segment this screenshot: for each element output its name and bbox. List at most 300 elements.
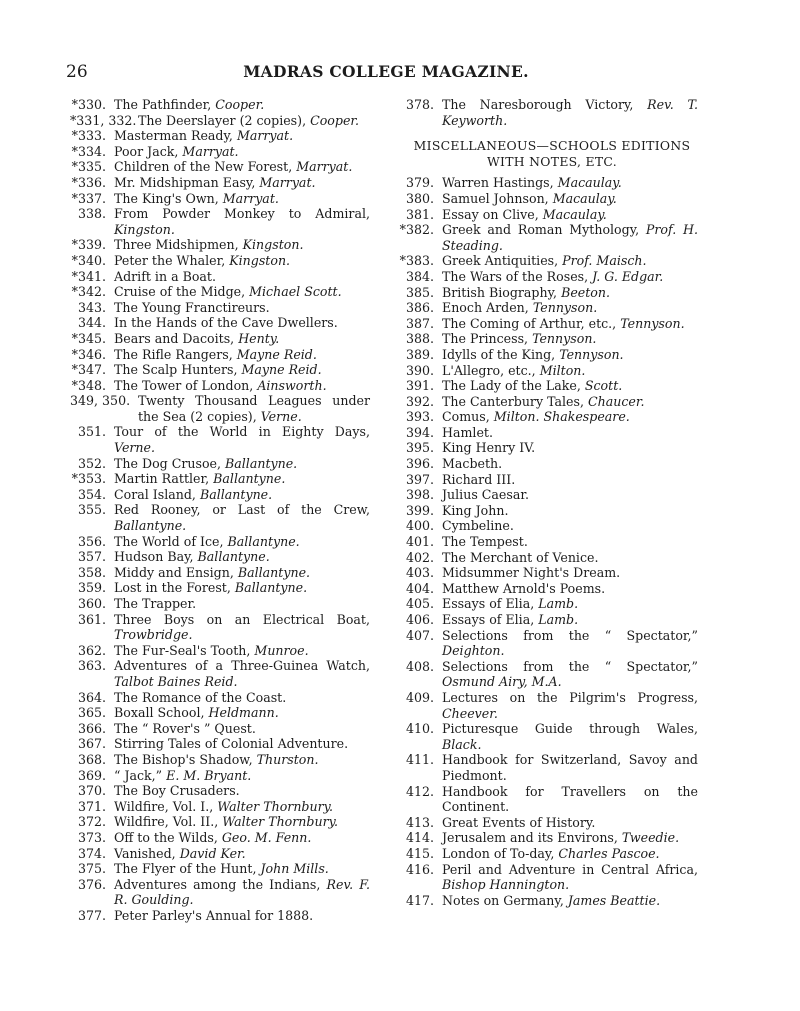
list-item: [398, 612, 698, 628]
item-number: 413.: [405, 814, 434, 830]
item-author: Tennyson.: [532, 331, 597, 347]
list-item: [398, 565, 698, 581]
item-number: 372.: [77, 814, 106, 830]
item-text: [440, 409, 698, 425]
list-item: [70, 144, 370, 160]
item-title: Masterman Ready,: [114, 128, 233, 144]
item-number: 408.: [405, 658, 434, 674]
list-item: [70, 487, 370, 503]
list-item: [398, 815, 698, 831]
item-text: [112, 128, 370, 144]
item-number: 370.: [77, 783, 106, 799]
item-author: Verne.: [114, 440, 155, 456]
item-text: [136, 113, 370, 129]
item-number: 402.: [405, 549, 434, 565]
item-text: [112, 736, 370, 752]
item-author: Scott.: [584, 378, 623, 394]
item-title: Off to the Wilds,: [114, 829, 218, 845]
item-title: Midsummer Night's Dream.: [442, 565, 621, 581]
item-number: 387.: [405, 315, 434, 331]
item-title: King Henry IV.: [442, 440, 536, 456]
item-author: Ballantyne.: [114, 518, 187, 534]
list-item: [70, 175, 370, 191]
item-number: 397.: [405, 471, 434, 487]
item-text: [112, 752, 370, 768]
item-number: 403.: [405, 565, 434, 581]
item-number: 356.: [77, 533, 106, 549]
item-text: [440, 425, 698, 441]
item-author: Macaulay.: [557, 175, 622, 191]
item-title: Mr. Midshipman Easy,: [114, 174, 256, 190]
item-author: Ballantyne.: [197, 549, 270, 565]
item-title: The Scalp Hunters,: [114, 362, 238, 378]
item-number: 404.: [405, 580, 434, 596]
list-item: [398, 347, 698, 363]
list-item: [398, 331, 698, 347]
item-author: Charles Pascoe.: [558, 845, 660, 861]
item-number: 364.: [77, 689, 106, 705]
item-title: The Tower of London,: [114, 377, 254, 393]
item-number: *335.: [71, 159, 106, 175]
list-item: [398, 721, 698, 752]
item-number: 390.: [405, 362, 434, 378]
list-item: [70, 206, 370, 237]
list-item: [70, 658, 370, 689]
item-text: [440, 830, 698, 846]
item-number: 411.: [405, 752, 434, 768]
list-item: [398, 472, 698, 488]
item-author: Marryat.: [296, 159, 353, 175]
item-title: Picturesque Guide through Wales,: [442, 721, 698, 737]
item-title: Macbeth.: [442, 456, 503, 472]
item-number: 359.: [77, 580, 106, 596]
list-item: [398, 487, 698, 503]
item-text: [112, 565, 370, 581]
list-item: [70, 877, 370, 908]
item-author: Prof. H. Steading.: [442, 222, 698, 253]
item-title: “ Jack,”: [114, 767, 163, 783]
item-title: Vanished,: [114, 845, 176, 861]
item-title: London of To-day,: [442, 845, 555, 861]
item-number: 376.: [77, 876, 106, 892]
item-text: [112, 253, 370, 269]
list-item: [398, 456, 698, 472]
item-author: Rev. F. R. Goulding.: [114, 876, 370, 908]
item-text: [112, 643, 370, 659]
list-item: [70, 814, 370, 830]
item-text: [440, 472, 698, 488]
item-number: 417.: [405, 892, 434, 908]
list-item: [70, 191, 370, 207]
list-item: [70, 424, 370, 455]
item-number: *333.: [71, 128, 106, 144]
item-text: [112, 612, 370, 643]
item-title: The Princess,: [442, 331, 529, 347]
list-item: [398, 846, 698, 862]
list-item: [398, 518, 698, 534]
item-title: Children of the New Forest,: [114, 159, 293, 175]
item-text: [112, 830, 370, 846]
item-number: 414.: [405, 830, 434, 846]
item-text: [112, 877, 370, 908]
item-title: Lost in the Forest,: [114, 580, 231, 596]
item-title: The Coming of Arthur, etc.,: [442, 315, 617, 331]
item-title: Cruise of the Midge,: [114, 284, 246, 300]
item-text: [112, 159, 370, 175]
item-author: Black.: [442, 736, 482, 752]
item-number: 401.: [405, 534, 434, 550]
item-title: The World of Ice,: [114, 533, 224, 549]
item-text: [112, 799, 370, 815]
item-number: *330.: [71, 97, 106, 112]
item-title: Adrift in a Boat.: [114, 268, 216, 284]
item-author: Ballantyne.: [213, 471, 286, 487]
item-number: 349, 350.: [70, 393, 131, 409]
item-title: The Fur-Seal's Tooth,: [114, 642, 251, 658]
item-title: Jerusalem and its Environs,: [442, 830, 618, 846]
item-text: [112, 690, 370, 706]
list-item: [70, 596, 370, 612]
list-item: [398, 830, 698, 846]
item-title: The Trapper.: [114, 596, 197, 611]
item-number: *342.: [71, 284, 106, 300]
item-title: Lectures on the Pilgrim's Progress,: [442, 689, 698, 705]
item-text: [440, 612, 698, 628]
item-number: 400.: [405, 518, 434, 534]
item-number: *334.: [71, 143, 106, 159]
list-item: [70, 362, 370, 378]
item-author: Tennyson.: [559, 346, 624, 362]
list-item: [398, 191, 698, 207]
item-title: Greek and Roman Mythology,: [442, 222, 640, 238]
list-item: [70, 347, 370, 363]
item-number: 416.: [405, 861, 434, 877]
list-item: [70, 471, 370, 487]
item-title: Stirring Tales of Colonial Adventure.: [114, 736, 349, 752]
item-text: [112, 705, 370, 721]
item-text: [112, 315, 370, 331]
item-author: Cooper.: [310, 112, 360, 128]
item-title: The Romance of the Coast.: [114, 689, 287, 705]
list-item: [398, 690, 698, 721]
item-text: [112, 502, 370, 533]
item-text: [112, 456, 370, 472]
item-number: *336.: [71, 174, 106, 190]
item-title: Selections from the “ Spectator,”: [442, 658, 698, 674]
page-title: MADRAS COLLEGE MAGAZINE.: [243, 62, 529, 81]
list-item: [398, 207, 698, 223]
item-author: Beeton.: [561, 284, 610, 300]
item-author: Walter Thornbury.: [222, 814, 339, 830]
item-title: The Dog Crusoe,: [114, 455, 221, 471]
item-number: 386.: [405, 300, 434, 316]
item-text: [440, 862, 698, 893]
item-text: [440, 253, 698, 269]
item-text: [112, 331, 370, 347]
item-author: Talbot Baines Reid.: [114, 673, 238, 689]
list-item: [398, 175, 698, 191]
item-author: Lamb.: [538, 612, 579, 627]
item-number: 362.: [77, 642, 106, 658]
item-text: [440, 846, 698, 862]
item-number: 360.: [77, 596, 106, 611]
item-number: 391.: [405, 378, 434, 394]
list-item: [398, 269, 698, 285]
item-number: 358.: [77, 564, 106, 580]
item-author: Thurston.: [256, 751, 319, 767]
item-number: 406.: [405, 612, 434, 627]
item-author: Lamb.: [538, 596, 579, 612]
list-item: [70, 113, 370, 129]
item-number: 379.: [405, 175, 434, 191]
item-author: Osmund Airy, M.A.: [442, 674, 562, 690]
item-author: Trowbridge.: [114, 627, 193, 643]
page-number: 26: [66, 62, 88, 82]
list-item: [70, 378, 370, 394]
item-title: The Pathfinder,: [114, 97, 212, 112]
item-text: [112, 175, 370, 191]
item-text: [440, 893, 698, 909]
list-item: [70, 502, 370, 533]
item-number: 354.: [77, 486, 106, 502]
item-title: Idylls of the King,: [442, 346, 556, 362]
item-number: 396.: [405, 456, 434, 472]
item-text: [112, 861, 370, 877]
item-text: [440, 721, 698, 752]
list-item: [70, 159, 370, 175]
item-number: 373.: [77, 829, 106, 845]
item-text: [440, 487, 698, 503]
item-title: Samuel Johnson,: [442, 190, 549, 206]
item-title: Coral Island,: [114, 486, 196, 502]
list-item: [70, 580, 370, 596]
item-text: [112, 721, 370, 737]
item-text: [440, 456, 698, 472]
item-text: [112, 300, 370, 316]
item-author: David Ker.: [179, 845, 246, 861]
item-title: Red Rooney, or Last of the Crew,: [114, 502, 370, 518]
right-top-entries: [398, 97, 698, 128]
item-number: 409.: [405, 689, 434, 705]
item-text: [440, 331, 698, 347]
item-text: [440, 97, 698, 128]
item-number: 410.: [405, 721, 434, 737]
item-title: Martin Rattler,: [114, 471, 210, 487]
item-text: [440, 534, 698, 550]
item-number: 367.: [77, 736, 106, 752]
item-number: 380.: [405, 190, 434, 206]
item-text: [440, 207, 698, 223]
item-author: Michael Scott.: [249, 284, 342, 300]
list-item: [398, 659, 698, 690]
item-author: Ballantyne.: [225, 455, 298, 471]
item-number: *339.: [71, 237, 106, 253]
item-title: Essays of Elia,: [442, 612, 535, 627]
item-number: 395.: [405, 440, 434, 456]
list-item: [70, 908, 370, 924]
list-item: [70, 612, 370, 643]
item-title: Great Events of History.: [442, 814, 596, 830]
list-item: [398, 285, 698, 301]
right-main-entries: [398, 175, 698, 908]
item-title: Handbook for Travellers on the Continent.: [442, 783, 698, 815]
item-author: E. M. Bryant.: [166, 767, 252, 783]
item-text: [112, 144, 370, 160]
item-title: Three Midshipmen,: [114, 237, 239, 253]
left-column: [70, 97, 370, 923]
item-title: The Merchant of Venice.: [442, 549, 599, 565]
item-number: *331, 332.: [70, 112, 137, 128]
item-text: [136, 393, 370, 424]
item-number: 378.: [405, 97, 434, 112]
item-number: 415.: [405, 845, 434, 861]
item-text: [112, 534, 370, 550]
item-number: *346.: [71, 346, 106, 362]
list-item: [398, 628, 698, 659]
item-author: Ballantyne.: [199, 486, 273, 502]
item-number: 355.: [77, 502, 106, 518]
item-author: Ainsworth.: [257, 377, 327, 393]
item-number: 384.: [405, 268, 434, 284]
item-title: Tour of the World in Eighty Days,: [114, 424, 370, 440]
item-title: The Young Franctireurs.: [114, 299, 270, 315]
item-number: 351.: [77, 424, 106, 440]
item-text: [440, 300, 698, 316]
list-item: [398, 784, 698, 815]
item-number: *382.: [399, 222, 434, 238]
list-item: [398, 596, 698, 612]
item-author: Cheever.: [442, 705, 498, 721]
item-number: 377.: [77, 907, 106, 923]
item-author: J. G. Edgar.: [592, 268, 664, 284]
item-text: [440, 581, 698, 597]
item-title: Peter Parley's Annual for 1888.: [114, 907, 314, 923]
item-title: Matthew Arnold's Poems.: [442, 580, 606, 596]
item-author: Prof. Maisch.: [562, 253, 647, 269]
item-text: [440, 316, 698, 332]
item-title: Middy and Ensign,: [114, 564, 234, 580]
item-text: [440, 659, 698, 690]
item-text: [112, 846, 370, 862]
item-author: Tweedie.: [621, 830, 680, 846]
item-author: Milton. Shakespeare.: [493, 409, 630, 425]
item-title: Wildfire, Vol. I.,: [114, 798, 214, 814]
item-author: Marryat.: [236, 128, 294, 144]
list-item: [70, 315, 370, 331]
list-item: [70, 269, 370, 285]
item-number: *348.: [71, 377, 106, 393]
item-title: Hudson Bay,: [114, 549, 194, 565]
item-text: [440, 628, 698, 659]
list-item: [398, 550, 698, 566]
item-text: [112, 783, 370, 799]
list-item: [398, 503, 698, 519]
list-item: [70, 736, 370, 752]
item-text: [440, 550, 698, 566]
item-number: 352.: [77, 455, 106, 471]
item-text: [112, 549, 370, 565]
item-author: Tennyson.: [532, 300, 598, 316]
item-text: [440, 752, 698, 783]
list-item: [398, 581, 698, 597]
item-author: Ballantyne.: [227, 533, 300, 549]
item-text: [440, 347, 698, 363]
item-author: Milton.: [539, 362, 586, 378]
item-text: [112, 487, 370, 503]
item-author: Mayne Reid.: [236, 346, 317, 362]
item-author: Marryat.: [222, 190, 279, 206]
item-text: [112, 284, 370, 300]
item-text: [440, 191, 698, 207]
item-text: [112, 97, 370, 113]
item-author: Ballantyne.: [237, 564, 311, 580]
list-item: [398, 440, 698, 456]
item-title: King John.: [442, 502, 509, 518]
list-item: [398, 534, 698, 550]
item-text: [440, 175, 698, 191]
item-number: 407.: [405, 627, 434, 643]
item-number: 389.: [405, 346, 434, 362]
list-item: [398, 300, 698, 316]
item-author: Tennyson.: [620, 315, 685, 331]
item-author: Macaulay.: [542, 206, 607, 222]
item-number: 365.: [77, 705, 106, 721]
list-item: [70, 534, 370, 550]
item-title: Warren Hastings,: [442, 175, 554, 191]
item-title: The King's Own,: [114, 190, 219, 206]
item-author: Munroe.: [254, 642, 309, 658]
item-number: 374.: [77, 845, 106, 861]
list-item: [398, 862, 698, 893]
item-text: [440, 222, 698, 253]
list-item: [70, 861, 370, 877]
list-item: [70, 721, 370, 737]
item-author: Geo. M. Fenn.: [221, 829, 312, 845]
item-title: The Bishop's Shadow,: [114, 751, 253, 767]
item-author: Kingston.: [229, 252, 291, 268]
item-title: The “ Rover's ” Quest.: [114, 720, 256, 736]
item-number: *353.: [71, 471, 106, 487]
item-number: 412.: [405, 783, 434, 799]
list-item: [70, 830, 370, 846]
item-title: British Biography,: [442, 284, 558, 300]
item-number: *383.: [399, 253, 434, 269]
item-number: *347.: [71, 362, 106, 378]
item-text: [440, 565, 698, 581]
list-item: [398, 363, 698, 379]
item-title: Poor Jack,: [114, 143, 179, 159]
item-text: [112, 580, 370, 596]
item-author: Walter Thornbury.: [217, 798, 334, 814]
list-item: [70, 783, 370, 799]
item-number: 385.: [405, 284, 434, 300]
item-title: Bears and Dacoits,: [114, 330, 235, 346]
item-title: The Wars of the Roses,: [442, 268, 589, 284]
item-text: [112, 191, 370, 207]
item-number: 405.: [405, 596, 434, 612]
item-text: [440, 503, 698, 519]
item-title: In the Hands of the Cave Dwellers.: [114, 315, 338, 331]
item-number: *345.: [71, 330, 106, 346]
item-title: L'Allegro, etc.,: [442, 362, 536, 378]
item-text: [440, 518, 698, 534]
item-title: The Naresborough Victory,: [442, 97, 634, 112]
item-text: [112, 269, 370, 285]
list-item: [398, 394, 698, 410]
item-title: Essay on Clive,: [442, 206, 539, 222]
item-title: Twenty Thousand Leagues under the Sea (2 copies),: [138, 393, 370, 424]
item-number: 388.: [405, 331, 434, 347]
